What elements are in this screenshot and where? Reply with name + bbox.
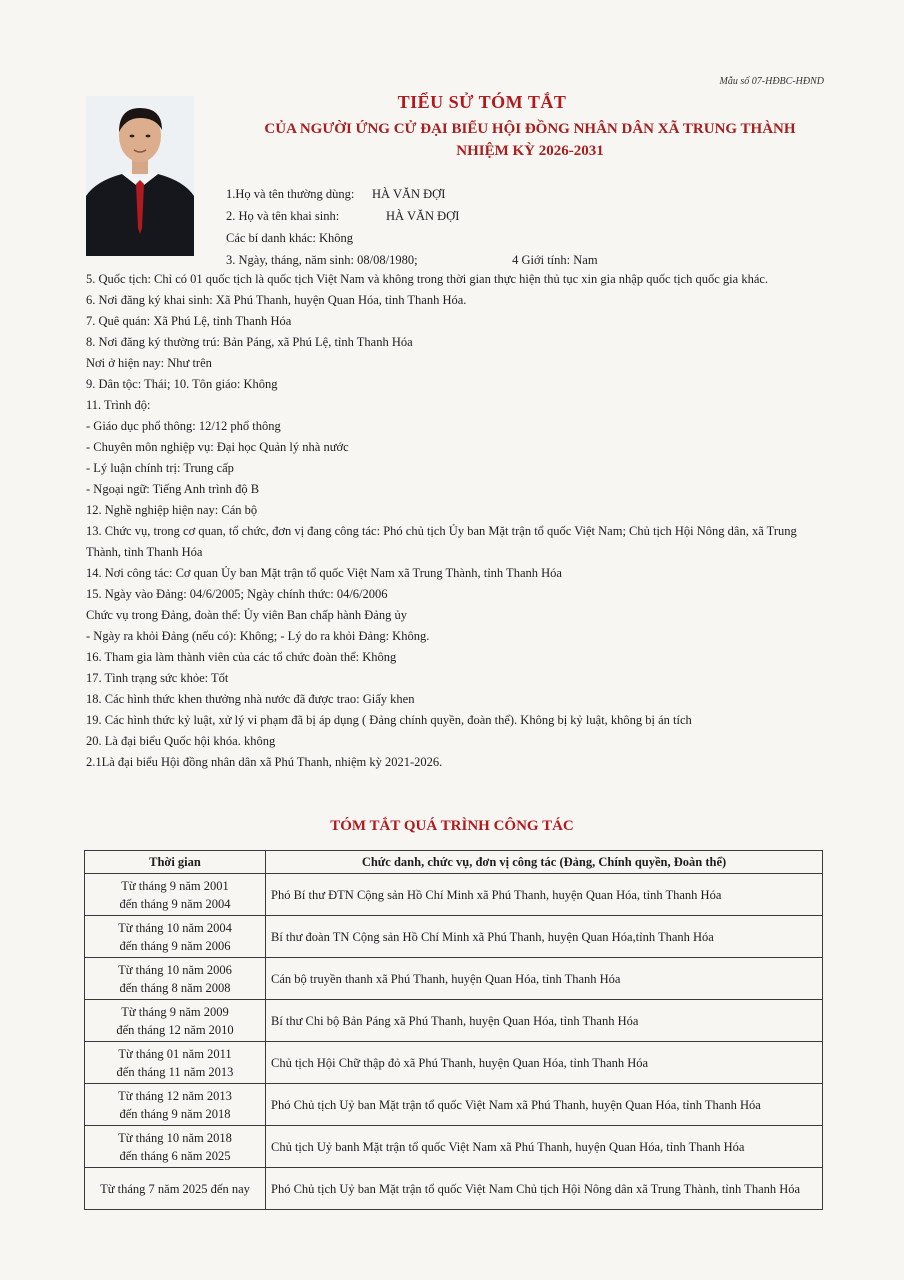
table-row bbox=[85, 958, 823, 1000]
detail-party-leave: - Ngày ra khỏi Đảng (nếu có): Không; - Lý do ra khỏi Đảng: Không. bbox=[86, 629, 430, 643]
period-to: đến tháng 12 năm 2010 bbox=[116, 1022, 234, 1037]
common-name-label: 1.Họ và tên thường dùng: bbox=[226, 187, 355, 201]
table-row bbox=[85, 916, 823, 958]
period-cell bbox=[85, 916, 266, 958]
detail-nationality: 5. Quốc tịch: Chỉ có 01 quốc tịch là quốc tịch Việt Nam và không trong thời gian thực hiện thủ tục xin gia nhập quốc tịch quốc gia khác. bbox=[86, 272, 769, 286]
period-cell bbox=[85, 1126, 266, 1168]
header-period: Thời gian bbox=[85, 851, 266, 874]
table-row bbox=[85, 874, 823, 916]
work-history-table bbox=[84, 850, 823, 1210]
detail-council-member: 2.1Là đại biểu Hội đồng nhân dân xã Phú Thanh, nhiệm kỳ 2021-2026. bbox=[86, 755, 443, 769]
period-from: Từ tháng 10 năm 2018 bbox=[118, 1130, 232, 1145]
detail-birth-registration: 6. Nơi đăng ký khai sinh: Xã Phú Thanh, huyện Quan Hóa, tỉnh Thanh Hóa. bbox=[86, 293, 467, 307]
period-cell bbox=[85, 1000, 266, 1042]
position-cell: Chủ tịch Uỷ banh Mặt trận tổ quốc Việt Nam xã Phú Thanh, huyện Quan Hóa, tỉnh Thanh Hóa bbox=[266, 1126, 823, 1168]
dob-row bbox=[226, 249, 866, 271]
portrait-drawing bbox=[86, 96, 194, 256]
period-cell bbox=[85, 1168, 266, 1210]
table-row bbox=[85, 1084, 823, 1126]
table-row bbox=[85, 1000, 823, 1042]
period-cell bbox=[85, 1084, 266, 1126]
detail-party-position: Chức vụ trong Đảng, đoàn thể: Ủy viên Ban chấp hành Đảng ủy bbox=[86, 608, 407, 622]
period-to: đến tháng 9 năm 2004 bbox=[119, 896, 231, 911]
position-cell: Bí thư đoàn TN Cộng sản Hồ Chí Minh xã Phú Thanh, huyện Quan Hóa,tỉnh Thanh Hóa bbox=[266, 916, 823, 958]
period-from: Từ tháng 01 năm 2011 bbox=[118, 1046, 232, 1061]
detail-workplace: 14. Nơi công tác: Cơ quan Ủy ban Mặt trận tổ quốc Việt Nam xã Trung Thành, tỉnh Thanh Hóa bbox=[86, 566, 562, 580]
position-cell: Bí thư Chi bộ Bản Páng xã Phú Thanh, huyện Quan Hóa, tỉnh Thanh Hóa bbox=[266, 1000, 823, 1042]
period-cell bbox=[85, 874, 266, 916]
period-cell bbox=[85, 958, 266, 1000]
biography-details bbox=[86, 269, 826, 773]
birth-name-label: 2. Họ và tên khai sinh: bbox=[226, 209, 340, 223]
work-history-title: TÓM TẮT QUÁ TRÌNH CÔNG TÁC bbox=[330, 818, 574, 834]
period-to: đến tháng 9 năm 2006 bbox=[119, 938, 231, 953]
personal-info bbox=[226, 183, 866, 271]
detail-general-education: - Giáo dục phổ thông: 12/12 phổ thông bbox=[86, 419, 281, 433]
period-from: Từ tháng 9 năm 2009 bbox=[121, 1004, 229, 1019]
period-from: Từ tháng 7 năm 2025 đến nay bbox=[100, 1181, 250, 1196]
detail-occupation: 12. Nghề nghiệp hiện nay: Cán bộ bbox=[86, 503, 258, 517]
dob-label: 3. Ngày, tháng, năm sinh: bbox=[226, 253, 354, 267]
table-row bbox=[85, 1126, 823, 1168]
detail-discipline: 19. Các hình thức kỷ luật, xử lý vi phạm đã bị áp dụng ( Đảng chính quyền, đoàn thể). Không bị kỷ luật, không bị án tích bbox=[86, 713, 692, 727]
detail-health: 17. Tình trạng sức khỏe: Tốt bbox=[86, 671, 229, 685]
detail-ethnicity-religion: 9. Dân tộc: Thái; 10. Tôn giáo: Không bbox=[86, 377, 278, 391]
dob-value: 08/08/1980; bbox=[357, 253, 418, 267]
form-code: Mẫu số 07-HĐBC-HĐND bbox=[719, 76, 824, 87]
detail-hometown: 7. Quê quán: Xã Phú Lệ, tỉnh Thanh Hóa bbox=[86, 314, 292, 328]
position-cell: Chủ tịch Hội Chữ thập đỏ xã Phú Thanh, huyện Quan Hóa, tỉnh Thanh Hóa bbox=[266, 1042, 823, 1084]
detail-organizations: 16. Tham gia làm thành viên của các tổ chức đoàn thể: Không bbox=[86, 650, 397, 664]
common-name-value: HÀ VĂN ĐỢI bbox=[372, 187, 446, 201]
period-from: Từ tháng 9 năm 2001 bbox=[121, 878, 229, 893]
position-cell: Phó Chủ tịch Uỷ ban Mặt trận tổ quốc Việt Nam xã Phú Thanh, huyện Quan Hóa, tỉnh Thanh Hóa bbox=[266, 1084, 823, 1126]
detail-professional: - Chuyên môn nghiệp vụ: Đại học Quản lý nhà nước bbox=[86, 440, 349, 454]
position-cell: Phó Bí thư ĐTN Cộng sản Hồ Chí Minh xã Phú Thanh, huyện Quan Hóa, tỉnh Thanh Hóa bbox=[266, 874, 823, 916]
gender-value: 4 Giới tính: Nam bbox=[512, 253, 598, 267]
position-cell: Phó Chủ tịch Uỷ ban Mặt trận tổ quốc Việt Nam Chủ tịch Hội Nông dân xã Trung Thành, tỉnh Thanh Hóa bbox=[266, 1168, 823, 1210]
subtitle-line-2: NHIỆM KỲ 2026-2031 bbox=[456, 143, 604, 159]
position-cell: Cán bộ truyền thanh xã Phú Thanh, huyện Quan Hóa, tỉnh Thanh Hóa bbox=[266, 958, 823, 1000]
detail-education-heading: 11. Trình độ: bbox=[86, 398, 151, 412]
detail-foreign-language: - Ngoại ngữ: Tiếng Anh trình độ B bbox=[86, 482, 260, 496]
detail-residence: 8. Nơi đăng ký thường trú: Bản Páng, xã Phú Lệ, tỉnh Thanh Hóa bbox=[86, 335, 413, 349]
period-to: đến tháng 6 năm 2025 bbox=[119, 1148, 231, 1163]
detail-current-address: Nơi ở hiện nay: Như trên bbox=[86, 356, 212, 370]
aliases-row: Các bí danh khác: Không bbox=[226, 231, 354, 245]
common-name-row bbox=[226, 183, 866, 205]
header-position: Chức danh, chức vụ, đơn vị công tác (Đảng, Chính quyền, Đoàn thể) bbox=[266, 851, 823, 874]
period-from: Từ tháng 10 năm 2006 bbox=[118, 962, 232, 977]
table-header-row bbox=[85, 851, 823, 874]
table-row bbox=[85, 1042, 823, 1084]
subtitle-line-1: CỦA NGƯỜI ỨNG CỬ ĐẠI BIỂU HỘI ĐỒNG NHÂN DÂN XÃ TRUNG THÀNH bbox=[264, 121, 796, 137]
detail-national-assembly: 20. Là đại biểu Quốc hội khóa. không bbox=[86, 734, 276, 748]
detail-political-theory: - Lý luận chính trị: Trung cấp bbox=[86, 461, 234, 475]
document-subtitle bbox=[230, 118, 830, 162]
document-title: TIỂU SỬ TÓM TẮT bbox=[397, 92, 567, 112]
period-from: Từ tháng 12 năm 2013 bbox=[118, 1088, 232, 1103]
candidate-portrait bbox=[86, 96, 194, 256]
period-to: đến tháng 9 năm 2018 bbox=[119, 1106, 231, 1121]
period-to: đến tháng 11 năm 2013 bbox=[116, 1064, 234, 1079]
detail-awards: 18. Các hình thức khen thưởng nhà nước đã được trao: Giấy khen bbox=[86, 692, 415, 706]
table-row bbox=[85, 1168, 823, 1210]
period-cell bbox=[85, 1042, 266, 1084]
period-from: Từ tháng 10 năm 2004 bbox=[118, 920, 232, 935]
detail-party-join: 15. Ngày vào Đảng: 04/6/2005; Ngày chính thức: 04/6/2006 bbox=[86, 587, 388, 601]
period-to: đến tháng 8 năm 2008 bbox=[119, 980, 231, 995]
detail-position: 13. Chức vụ, trong cơ quan, tổ chức, đơn vị đang công tác: Phó chủ tịch Ủy ban Mặt trận tổ quốc Việt Nam; Chủ tịch Hội Nông dân, xã Trung Thành, tỉnh Thanh Hóa bbox=[86, 524, 797, 559]
birth-name-row bbox=[226, 205, 866, 227]
birth-name-value: HÀ VĂN ĐỢI bbox=[386, 209, 460, 223]
